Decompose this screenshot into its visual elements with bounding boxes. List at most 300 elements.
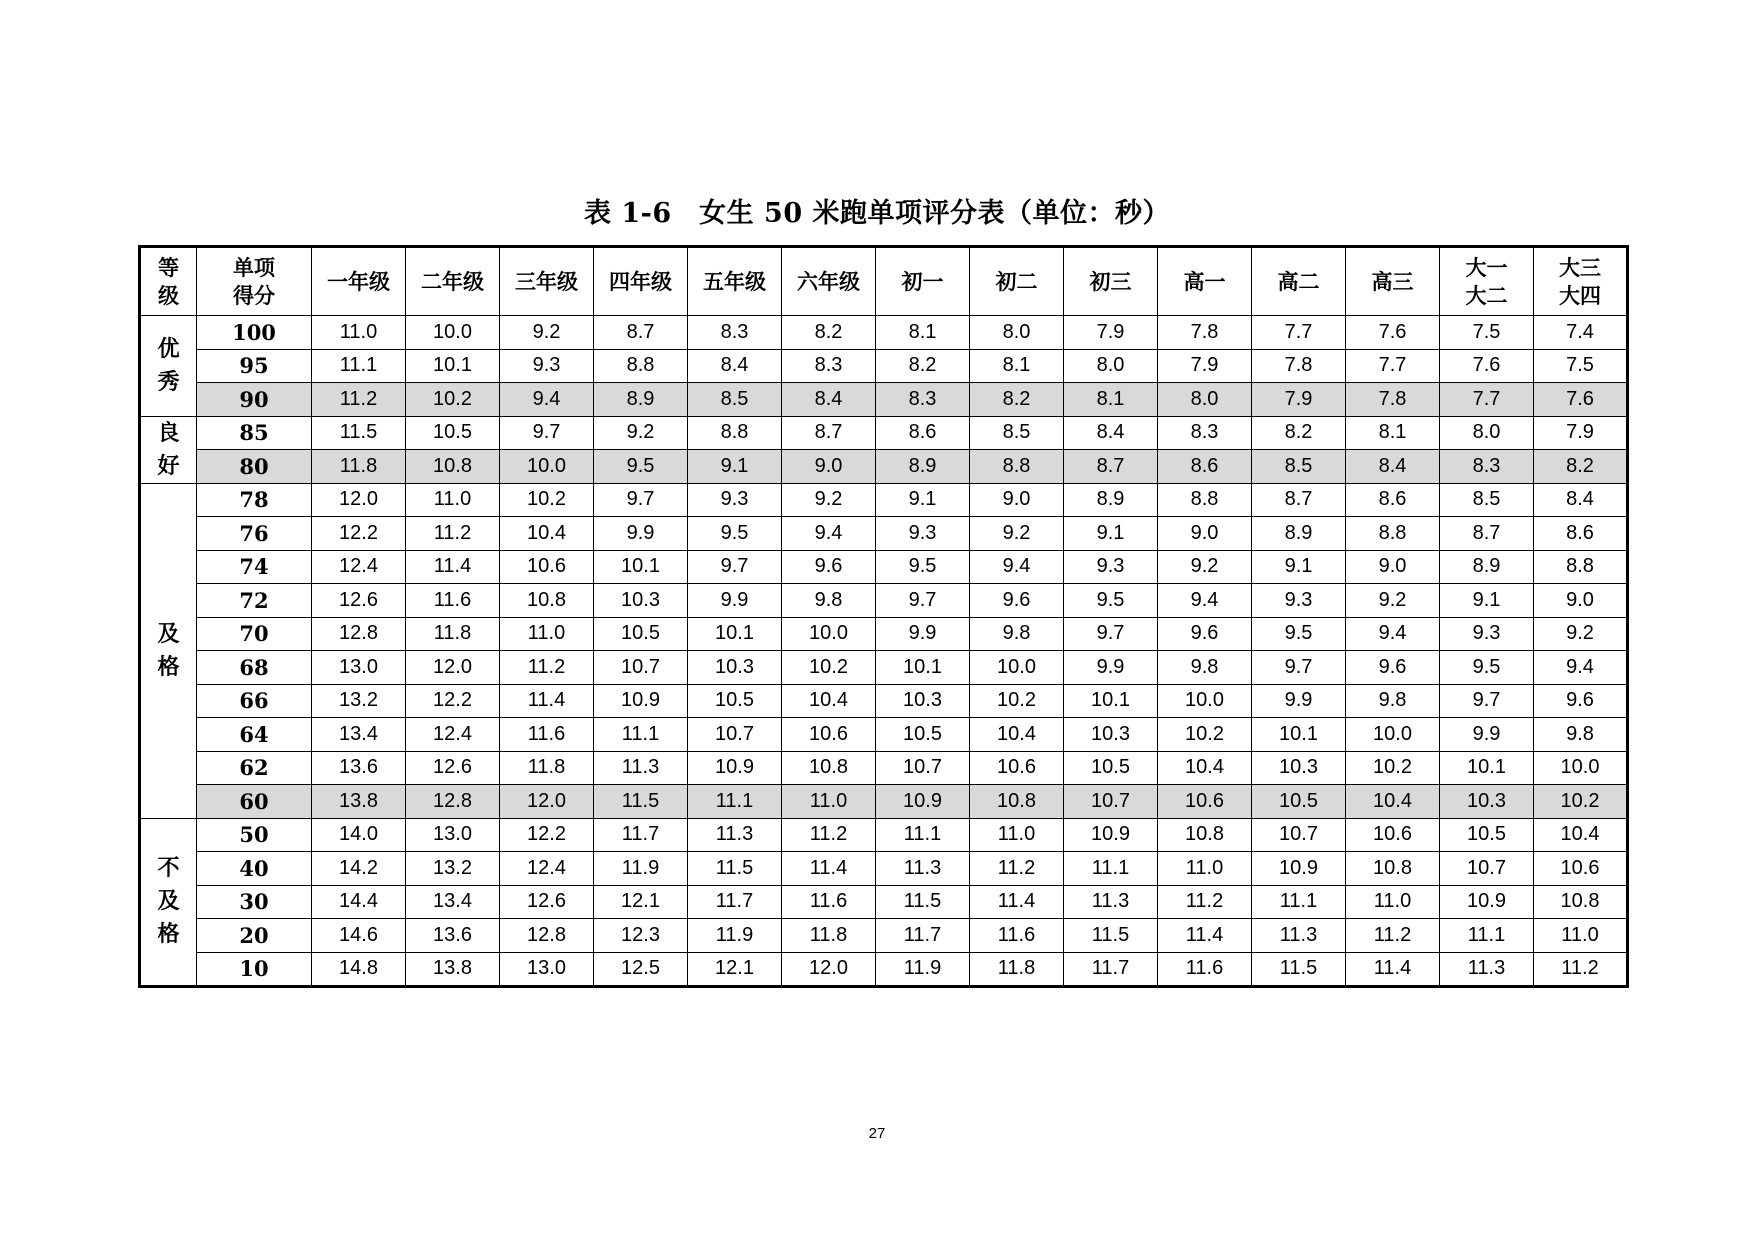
value-cell: 11.0 xyxy=(1534,919,1628,953)
value-cell: 8.2 xyxy=(782,316,876,350)
value-cell: 12.3 xyxy=(594,919,688,953)
value-cell: 9.3 xyxy=(1440,617,1534,651)
table-row xyxy=(140,316,1628,350)
value-cell: 13.0 xyxy=(500,952,594,987)
value-cell: 9.6 xyxy=(970,584,1064,618)
value-cell: 7.6 xyxy=(1534,383,1628,417)
value-cell: 8.1 xyxy=(1346,416,1440,450)
value-cell: 10.4 xyxy=(1346,785,1440,819)
score-cell: 80 xyxy=(197,450,312,484)
value-cell: 10.9 xyxy=(594,684,688,718)
value-cell: 9.0 xyxy=(970,483,1064,517)
value-cell: 13.0 xyxy=(406,818,500,852)
score-cell: 78 xyxy=(197,483,312,517)
value-cell: 9.7 xyxy=(500,416,594,450)
value-cell: 10.2 xyxy=(1158,718,1252,752)
value-cell: 9.2 xyxy=(594,416,688,450)
value-cell: 10.4 xyxy=(500,517,594,551)
value-cell: 11.6 xyxy=(406,584,500,618)
table-row xyxy=(140,852,1628,886)
value-cell: 11.4 xyxy=(1346,952,1440,987)
table-row xyxy=(140,651,1628,685)
table-row xyxy=(140,718,1628,752)
table-row xyxy=(140,952,1628,987)
value-cell: 7.6 xyxy=(1346,316,1440,350)
value-cell: 9.9 xyxy=(876,617,970,651)
value-cell: 10.7 xyxy=(1064,785,1158,819)
value-cell: 9.0 xyxy=(1534,584,1628,618)
value-cell: 11.9 xyxy=(876,952,970,987)
value-cell: 10.0 xyxy=(970,651,1064,685)
value-cell: 10.1 xyxy=(1440,751,1534,785)
value-cell: 10.1 xyxy=(1064,684,1158,718)
value-cell: 9.9 xyxy=(1064,651,1158,685)
table-row xyxy=(140,584,1628,618)
value-cell: 10.2 xyxy=(500,483,594,517)
value-cell: 12.6 xyxy=(500,885,594,919)
value-cell: 10.0 xyxy=(500,450,594,484)
value-cell: 7.8 xyxy=(1346,383,1440,417)
value-cell: 11.8 xyxy=(406,617,500,651)
value-cell: 11.2 xyxy=(1534,952,1628,987)
value-cell: 9.9 xyxy=(594,517,688,551)
value-cell: 10.5 xyxy=(876,718,970,752)
page-title: 表 1-6 女生 50 米跑单项评分表（单位：秒） xyxy=(583,198,1171,229)
header-level-7: 初一 xyxy=(876,247,970,316)
score-cell: 60 xyxy=(197,785,312,819)
value-cell: 13.8 xyxy=(312,785,406,819)
value-cell: 11.7 xyxy=(876,919,970,953)
value-cell: 8.4 xyxy=(688,349,782,383)
value-cell: 10.5 xyxy=(406,416,500,450)
value-cell: 11.7 xyxy=(688,885,782,919)
value-cell: 11.4 xyxy=(406,550,500,584)
value-cell: 12.4 xyxy=(312,550,406,584)
value-cell: 11.1 xyxy=(1440,919,1534,953)
score-cell: 74 xyxy=(197,550,312,584)
value-cell: 10.9 xyxy=(1440,885,1534,919)
value-cell: 9.4 xyxy=(970,550,1064,584)
table-row xyxy=(140,885,1628,919)
value-cell: 8.1 xyxy=(970,349,1064,383)
value-cell: 10.1 xyxy=(688,617,782,651)
value-cell: 11.0 xyxy=(1158,852,1252,886)
value-cell: 9.1 xyxy=(1252,550,1346,584)
table-row xyxy=(140,416,1628,450)
value-cell: 9.5 xyxy=(876,550,970,584)
value-cell: 9.5 xyxy=(594,450,688,484)
value-cell: 8.4 xyxy=(782,383,876,417)
value-cell: 10.3 xyxy=(688,651,782,685)
value-cell: 11.9 xyxy=(594,852,688,886)
value-cell: 8.6 xyxy=(876,416,970,450)
value-cell: 10.5 xyxy=(1440,818,1534,852)
value-cell: 10.6 xyxy=(782,718,876,752)
value-cell: 11.2 xyxy=(406,517,500,551)
value-cell: 11.1 xyxy=(876,818,970,852)
value-cell: 11.3 xyxy=(1252,919,1346,953)
value-cell: 10.3 xyxy=(594,584,688,618)
value-cell: 8.2 xyxy=(876,349,970,383)
value-cell: 9.5 xyxy=(688,517,782,551)
value-cell: 9.0 xyxy=(782,450,876,484)
value-cell: 7.6 xyxy=(1440,349,1534,383)
value-cell: 8.7 xyxy=(594,316,688,350)
value-cell: 8.7 xyxy=(1064,450,1158,484)
value-cell: 11.2 xyxy=(500,651,594,685)
value-cell: 7.9 xyxy=(1158,349,1252,383)
value-cell: 14.8 xyxy=(312,952,406,987)
value-cell: 8.5 xyxy=(970,416,1064,450)
value-cell: 12.2 xyxy=(500,818,594,852)
value-cell: 10.9 xyxy=(876,785,970,819)
value-cell: 8.3 xyxy=(876,383,970,417)
value-cell: 8.9 xyxy=(1064,483,1158,517)
value-cell: 11.2 xyxy=(970,852,1064,886)
table-body xyxy=(140,316,1628,987)
value-cell: 8.9 xyxy=(1440,550,1534,584)
value-cell: 10.9 xyxy=(1252,852,1346,886)
header-level-12: 高三 xyxy=(1346,247,1440,316)
value-cell: 9.4 xyxy=(1346,617,1440,651)
value-cell: 8.0 xyxy=(1064,349,1158,383)
value-cell: 12.2 xyxy=(312,517,406,551)
value-cell: 8.9 xyxy=(594,383,688,417)
score-cell: 64 xyxy=(197,718,312,752)
table-row xyxy=(140,550,1628,584)
value-cell: 8.4 xyxy=(1346,450,1440,484)
value-cell: 11.7 xyxy=(1064,952,1158,987)
value-cell: 8.6 xyxy=(1346,483,1440,517)
value-cell: 10.8 xyxy=(970,785,1064,819)
value-cell: 8.8 xyxy=(688,416,782,450)
value-cell: 10.8 xyxy=(500,584,594,618)
value-cell: 13.2 xyxy=(406,852,500,886)
value-cell: 12.0 xyxy=(406,651,500,685)
value-cell: 12.8 xyxy=(312,617,406,651)
score-cell: 90 xyxy=(197,383,312,417)
value-cell: 13.4 xyxy=(406,885,500,919)
value-cell: 11.6 xyxy=(970,919,1064,953)
value-cell: 11.3 xyxy=(594,751,688,785)
table-row xyxy=(140,349,1628,383)
value-cell: 9.1 xyxy=(1440,584,1534,618)
value-cell: 14.2 xyxy=(312,852,406,886)
grade-cell: 不 及 格 xyxy=(140,818,197,987)
value-cell: 11.5 xyxy=(312,416,406,450)
value-cell: 11.2 xyxy=(1346,919,1440,953)
scoring-table xyxy=(138,245,1629,988)
value-cell: 8.0 xyxy=(970,316,1064,350)
value-cell: 10.8 xyxy=(406,450,500,484)
value-cell: 10.7 xyxy=(876,751,970,785)
header-level-4: 四年级 xyxy=(594,247,688,316)
grade-cell: 良 好 xyxy=(140,416,197,483)
value-cell: 7.9 xyxy=(1534,416,1628,450)
value-cell: 7.9 xyxy=(1064,316,1158,350)
header-level-13: 大一 大二 xyxy=(1440,247,1534,316)
value-cell: 10.7 xyxy=(594,651,688,685)
value-cell: 9.7 xyxy=(1252,651,1346,685)
value-cell: 8.5 xyxy=(1440,483,1534,517)
value-cell: 8.1 xyxy=(876,316,970,350)
value-cell: 9.2 xyxy=(1158,550,1252,584)
value-cell: 10.6 xyxy=(1158,785,1252,819)
value-cell: 10.0 xyxy=(406,316,500,350)
value-cell: 12.4 xyxy=(406,718,500,752)
value-cell: 8.8 xyxy=(1346,517,1440,551)
table-row xyxy=(140,617,1628,651)
value-cell: 11.4 xyxy=(782,852,876,886)
value-cell: 9.5 xyxy=(1440,651,1534,685)
value-cell: 10.2 xyxy=(1346,751,1440,785)
value-cell: 8.9 xyxy=(1252,517,1346,551)
score-cell: 68 xyxy=(197,651,312,685)
value-cell: 11.0 xyxy=(500,617,594,651)
value-cell: 8.5 xyxy=(1252,450,1346,484)
value-cell: 11.0 xyxy=(970,818,1064,852)
value-cell: 9.4 xyxy=(1158,584,1252,618)
value-cell: 9.3 xyxy=(876,517,970,551)
value-cell: 7.7 xyxy=(1440,383,1534,417)
table-row xyxy=(140,785,1628,819)
value-cell: 10.6 xyxy=(970,751,1064,785)
score-cell: 30 xyxy=(197,885,312,919)
table-row xyxy=(140,483,1628,517)
value-cell: 9.1 xyxy=(876,483,970,517)
value-cell: 10.4 xyxy=(1158,751,1252,785)
value-cell: 11.5 xyxy=(876,885,970,919)
value-cell: 11.8 xyxy=(970,952,1064,987)
value-cell: 9.2 xyxy=(1346,584,1440,618)
header-row xyxy=(140,247,1628,316)
value-cell: 12.0 xyxy=(782,952,876,987)
value-cell: 10.0 xyxy=(1158,684,1252,718)
page-number: 27 xyxy=(868,1125,886,1142)
value-cell: 10.1 xyxy=(1252,718,1346,752)
value-cell: 10.5 xyxy=(688,684,782,718)
value-cell: 9.3 xyxy=(1064,550,1158,584)
value-cell: 9.7 xyxy=(876,584,970,618)
value-cell: 11.2 xyxy=(1158,885,1252,919)
value-cell: 9.3 xyxy=(500,349,594,383)
value-cell: 11.3 xyxy=(688,818,782,852)
score-cell: 95 xyxy=(197,349,312,383)
header-level-8: 初二 xyxy=(970,247,1064,316)
value-cell: 9.9 xyxy=(1252,684,1346,718)
value-cell: 9.7 xyxy=(1440,684,1534,718)
value-cell: 10.5 xyxy=(1252,785,1346,819)
value-cell: 9.6 xyxy=(1534,684,1628,718)
value-cell: 10.6 xyxy=(500,550,594,584)
value-cell: 8.2 xyxy=(970,383,1064,417)
value-cell: 9.8 xyxy=(970,617,1064,651)
table-row xyxy=(140,919,1628,953)
value-cell: 8.6 xyxy=(1158,450,1252,484)
value-cell: 10.2 xyxy=(406,383,500,417)
value-cell: 8.3 xyxy=(1440,450,1534,484)
value-cell: 12.0 xyxy=(500,785,594,819)
value-cell: 8.8 xyxy=(594,349,688,383)
value-cell: 14.4 xyxy=(312,885,406,919)
value-cell: 11.7 xyxy=(594,818,688,852)
score-cell: 72 xyxy=(197,584,312,618)
value-cell: 11.4 xyxy=(1158,919,1252,953)
value-cell: 9.5 xyxy=(1252,617,1346,651)
value-cell: 9.6 xyxy=(1158,617,1252,651)
value-cell: 8.2 xyxy=(1252,416,1346,450)
score-cell: 66 xyxy=(197,684,312,718)
value-cell: 9.2 xyxy=(1534,617,1628,651)
value-cell: 10.9 xyxy=(688,751,782,785)
value-cell: 11.2 xyxy=(782,818,876,852)
value-cell: 11.3 xyxy=(1064,885,1158,919)
value-cell: 9.8 xyxy=(1534,718,1628,752)
value-cell: 12.0 xyxy=(312,483,406,517)
value-cell: 9.7 xyxy=(688,550,782,584)
value-cell: 13.4 xyxy=(312,718,406,752)
value-cell: 11.9 xyxy=(688,919,782,953)
score-cell: 20 xyxy=(197,919,312,953)
header-level-2: 二年级 xyxy=(406,247,500,316)
value-cell: 8.3 xyxy=(688,316,782,350)
value-cell: 11.6 xyxy=(782,885,876,919)
value-cell: 12.1 xyxy=(688,952,782,987)
value-cell: 9.8 xyxy=(782,584,876,618)
value-cell: 10.7 xyxy=(1252,818,1346,852)
value-cell: 10.6 xyxy=(1534,852,1628,886)
value-cell: 7.5 xyxy=(1440,316,1534,350)
value-cell: 11.5 xyxy=(1252,952,1346,987)
value-cell: 10.3 xyxy=(1252,751,1346,785)
value-cell: 11.1 xyxy=(594,718,688,752)
value-cell: 9.3 xyxy=(688,483,782,517)
value-cell: 7.8 xyxy=(1158,316,1252,350)
value-cell: 9.5 xyxy=(1064,584,1158,618)
value-cell: 13.6 xyxy=(312,751,406,785)
value-cell: 7.8 xyxy=(1252,349,1346,383)
value-cell: 10.8 xyxy=(782,751,876,785)
value-cell: 12.5 xyxy=(594,952,688,987)
value-cell: 12.8 xyxy=(500,919,594,953)
grade-cell: 优 秀 xyxy=(140,316,197,417)
value-cell: 10.8 xyxy=(1158,818,1252,852)
value-cell: 8.1 xyxy=(1064,383,1158,417)
score-cell: 50 xyxy=(197,818,312,852)
score-cell: 85 xyxy=(197,416,312,450)
value-cell: 11.8 xyxy=(500,751,594,785)
value-cell: 10.8 xyxy=(1346,852,1440,886)
value-cell: 9.9 xyxy=(1440,718,1534,752)
header-level-3: 三年级 xyxy=(500,247,594,316)
value-cell: 7.7 xyxy=(1252,316,1346,350)
value-cell: 11.6 xyxy=(500,718,594,752)
header-grade: 等 级 xyxy=(140,247,197,316)
value-cell: 10.4 xyxy=(782,684,876,718)
value-cell: 7.4 xyxy=(1534,316,1628,350)
table-row xyxy=(140,517,1628,551)
value-cell: 8.7 xyxy=(1252,483,1346,517)
value-cell: 7.9 xyxy=(1252,383,1346,417)
table-row xyxy=(140,818,1628,852)
value-cell: 10.1 xyxy=(406,349,500,383)
value-cell: 10.7 xyxy=(688,718,782,752)
value-cell: 11.6 xyxy=(1158,952,1252,987)
value-cell: 9.6 xyxy=(782,550,876,584)
score-cell: 76 xyxy=(197,517,312,551)
value-cell: 11.1 xyxy=(312,349,406,383)
value-cell: 12.6 xyxy=(406,751,500,785)
value-cell: 8.4 xyxy=(1064,416,1158,450)
value-cell: 8.9 xyxy=(876,450,970,484)
value-cell: 11.1 xyxy=(1252,885,1346,919)
score-cell: 10 xyxy=(197,952,312,987)
header-level-11: 高二 xyxy=(1252,247,1346,316)
value-cell: 9.1 xyxy=(688,450,782,484)
score-cell: 62 xyxy=(197,751,312,785)
value-cell: 11.5 xyxy=(594,785,688,819)
value-cell: 8.8 xyxy=(1534,550,1628,584)
value-cell: 10.3 xyxy=(1440,785,1534,819)
value-cell: 8.6 xyxy=(1534,517,1628,551)
value-cell: 10.0 xyxy=(1346,718,1440,752)
value-cell: 14.6 xyxy=(312,919,406,953)
value-cell: 10.5 xyxy=(594,617,688,651)
value-cell: 10.4 xyxy=(970,718,1064,752)
value-cell: 9.8 xyxy=(1158,651,1252,685)
value-cell: 9.4 xyxy=(500,383,594,417)
value-cell: 11.4 xyxy=(970,885,1064,919)
value-cell: 8.0 xyxy=(1158,383,1252,417)
score-cell: 100 xyxy=(197,316,312,350)
value-cell: 10.6 xyxy=(1346,818,1440,852)
value-cell: 11.1 xyxy=(688,785,782,819)
value-cell: 11.0 xyxy=(782,785,876,819)
value-cell: 9.2 xyxy=(970,517,1064,551)
value-cell: 8.3 xyxy=(782,349,876,383)
value-cell: 10.5 xyxy=(1064,751,1158,785)
value-cell: 11.3 xyxy=(1440,952,1534,987)
value-cell: 11.0 xyxy=(406,483,500,517)
value-cell: 8.8 xyxy=(1158,483,1252,517)
value-cell: 10.1 xyxy=(594,550,688,584)
value-cell: 10.8 xyxy=(1534,885,1628,919)
value-cell: 10.0 xyxy=(1534,751,1628,785)
value-cell: 8.7 xyxy=(782,416,876,450)
value-cell: 8.8 xyxy=(970,450,1064,484)
value-cell: 7.5 xyxy=(1534,349,1628,383)
value-cell: 9.4 xyxy=(782,517,876,551)
value-cell: 12.1 xyxy=(594,885,688,919)
value-cell: 12.6 xyxy=(312,584,406,618)
score-cell: 40 xyxy=(197,852,312,886)
value-cell: 11.4 xyxy=(500,684,594,718)
value-cell: 8.0 xyxy=(1440,416,1534,450)
value-cell: 11.8 xyxy=(782,919,876,953)
value-cell: 9.2 xyxy=(782,483,876,517)
value-cell: 10.3 xyxy=(876,684,970,718)
value-cell: 11.0 xyxy=(1346,885,1440,919)
value-cell: 9.6 xyxy=(1346,651,1440,685)
value-cell: 9.0 xyxy=(1158,517,1252,551)
header-level-5: 五年级 xyxy=(688,247,782,316)
value-cell: 9.4 xyxy=(1534,651,1628,685)
value-cell: 9.1 xyxy=(1064,517,1158,551)
header-score: 单项 得分 xyxy=(197,247,312,316)
table-row xyxy=(140,450,1628,484)
value-cell: 8.7 xyxy=(1440,517,1534,551)
value-cell: 9.9 xyxy=(688,584,782,618)
